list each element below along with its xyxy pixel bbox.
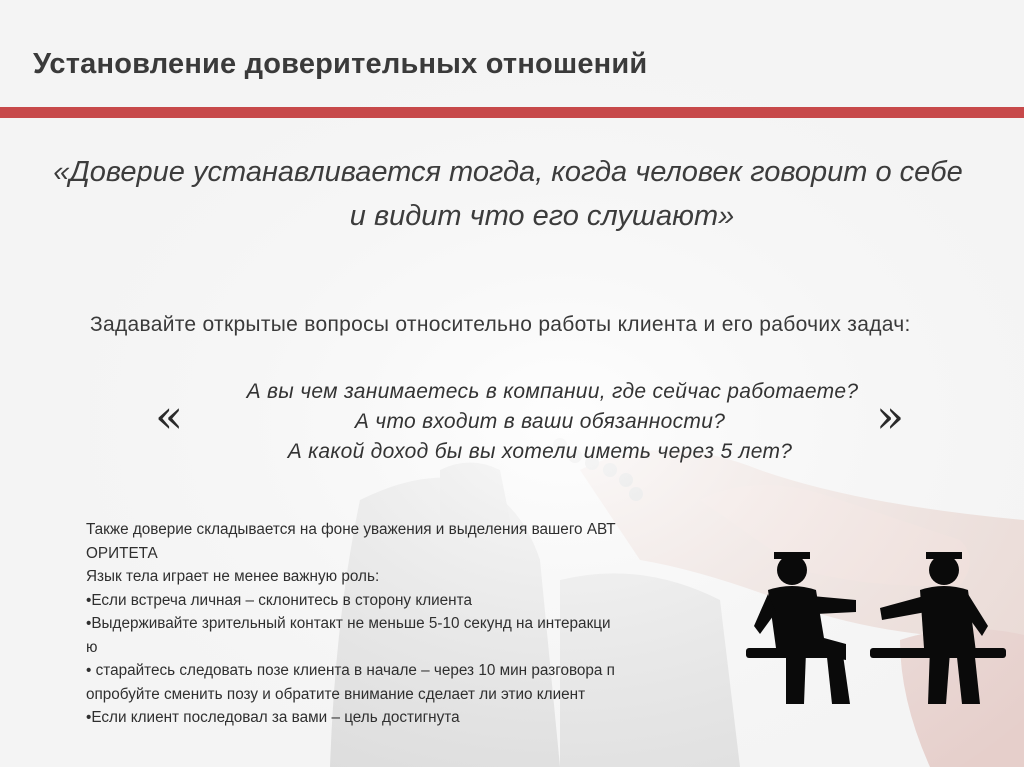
main-quote xyxy=(20,150,1004,238)
body-line: Язык тела играет не менее важную роль: xyxy=(86,568,380,585)
questions-intro: Задавайте открытые вопросы относительно работы клиента и его рабочих задач: xyxy=(90,313,911,336)
body-line: Также доверие складывается на фоне уважения и выделения вашего АВТ xyxy=(86,521,616,538)
two-seated-people-icon xyxy=(746,548,1008,708)
open-quote-mark: « xyxy=(155,389,184,443)
bullet-item: •Выдерживайте зрительный контакт не меньше 5-10 секунд на интеракци xyxy=(86,615,611,632)
slide-title: Установление доверительных отношений xyxy=(33,48,648,80)
bullet-item: •Если клиент последовал за вами – цель достигнута xyxy=(86,709,460,726)
body-line: ОРИТЕТА xyxy=(86,544,158,562)
title-underline-bar xyxy=(0,107,1024,118)
close-quote-mark: » xyxy=(876,389,905,443)
left-person-head-icon xyxy=(777,555,807,585)
left-bench-icon xyxy=(746,648,830,658)
right-person-head-icon xyxy=(929,555,959,585)
question-item: А вы чем занимаетесь в компании, где сейчас работаете? xyxy=(246,380,859,403)
bullet-item: • старайтесь следовать позе клиента в начале – через 10 мин разговора п xyxy=(86,662,615,679)
question-item: А что входит в ваши обязанности? xyxy=(354,410,726,433)
quote-line-1: «Доверие устанавливается тогда, когда человек говорит о себе xyxy=(53,156,963,188)
example-questions xyxy=(150,377,930,467)
body-text xyxy=(86,518,716,730)
right-bench-icon xyxy=(870,648,1006,658)
bullet-item: •Если встреча личная – склонитесь в сторону клиента xyxy=(86,591,472,609)
right-person-body-icon xyxy=(920,586,976,654)
question-item: А какой доход бы вы хотели иметь через 5 лет? xyxy=(287,440,793,463)
quote-line-2: и видит что его слушают» xyxy=(349,200,735,232)
body-line: ю xyxy=(86,638,98,656)
body-line: опробуйте сменить позу и обратите внимание сделает ли этио клиент xyxy=(86,685,586,703)
